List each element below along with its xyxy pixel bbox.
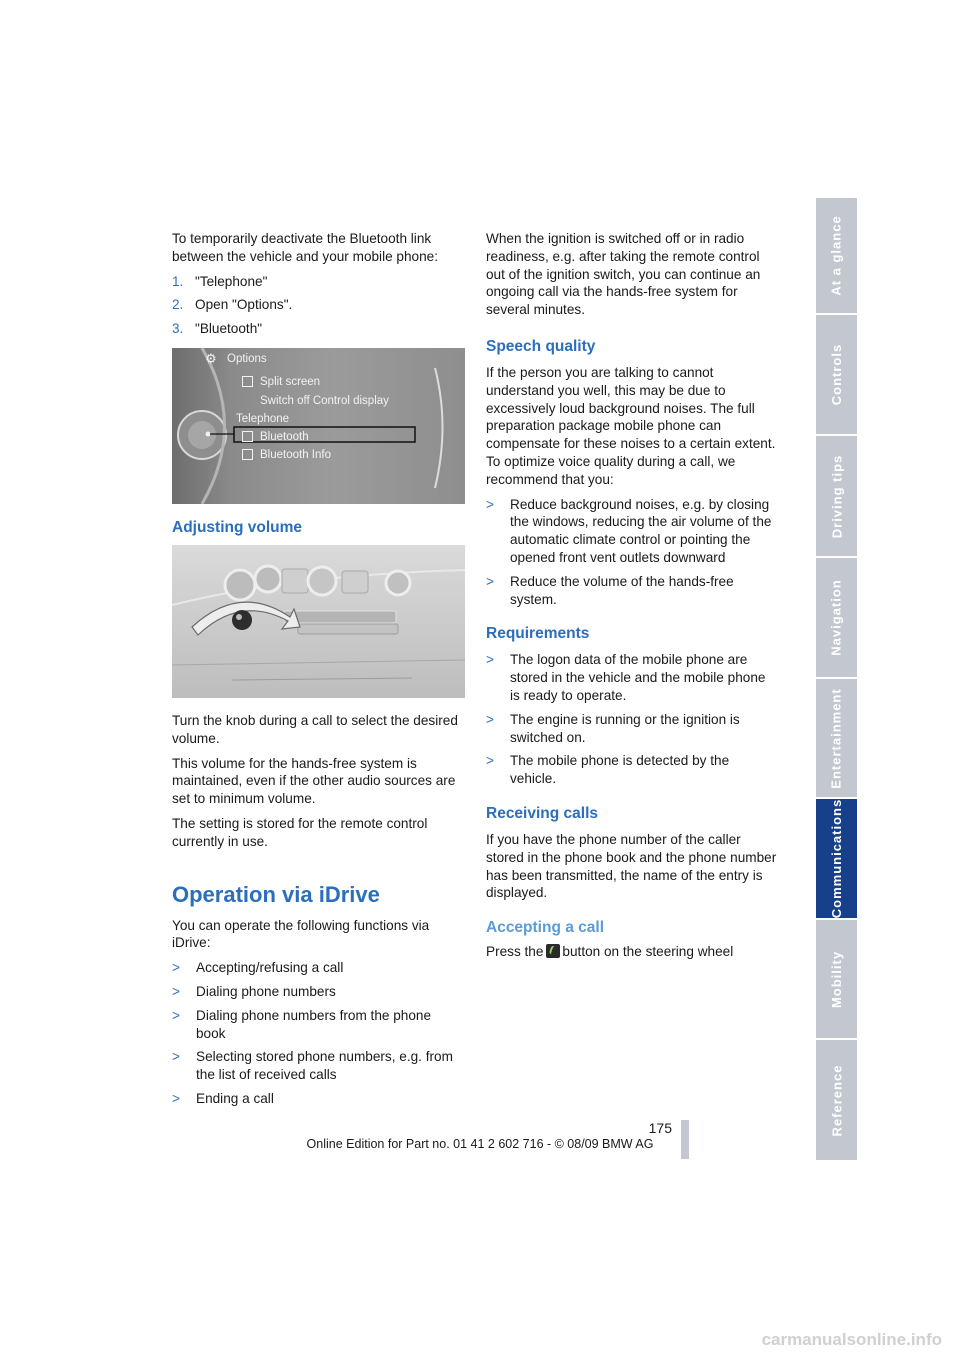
step-text: "Bluetooth" (195, 321, 263, 337)
step-item (172, 296, 464, 314)
receiving-calls-text: If you have the phone number of the caller stored in the phone book and the phone number has been transmitted, the name of the entry is displayed. (486, 831, 777, 901)
tab-at-a-glance[interactable] (816, 198, 857, 315)
list-item (486, 711, 778, 747)
list-item-text: The mobile phone is detected by the vehicle. (510, 753, 730, 787)
tab-navigation[interactable] (816, 558, 857, 679)
phone-icon (546, 944, 560, 958)
tab-entertainment[interactable] (816, 679, 857, 799)
bullet-marker: > (486, 652, 494, 668)
idrive-intro: You can operate the following functions via iDrive: (172, 917, 430, 951)
adjusting-p2: This volume for the hands-free system is maintained, even if the other audio sources are set to minimum volume. (172, 755, 456, 807)
list-item-text: The logon data of the mobile phone are stored in the vehicle and the mobile phone is ready to operate. (510, 652, 766, 703)
list-item-text: The engine is running or the ignition is switched on. (510, 711, 740, 745)
left-column (172, 230, 464, 1115)
requirements-heading: Requirements (486, 625, 590, 643)
bullet-marker: > (486, 496, 494, 512)
bullet-marker: > (172, 983, 180, 999)
tab-label: Mobility (829, 950, 845, 1008)
step-number: 1. (172, 273, 184, 289)
list-item-text: Ending a call (196, 1090, 274, 1106)
menu-item: Split screen (260, 375, 321, 388)
adjusting-p1: Turn the knob during a call to select the desired volume. (172, 712, 458, 746)
chapter-sidebar (816, 198, 857, 1160)
list-item (172, 959, 464, 977)
tab-label: At a glance (829, 215, 845, 296)
list-item (486, 651, 778, 704)
controller-graphic (172, 348, 465, 504)
list-item (486, 752, 778, 788)
tab-label: Driving tips (829, 454, 845, 538)
list-item (172, 1048, 464, 1084)
accepting-call-pre: Press the (486, 944, 544, 960)
watermark: carmanualsonline.info (761, 1330, 942, 1349)
tab-communications[interactable] (816, 799, 857, 920)
list-item-text: Reduce background noises, e.g. by closing the windows, reducing the air volume of the automatic climate control or pointing the opened front vent outlets downward (510, 496, 772, 565)
bullet-marker: > (486, 573, 494, 589)
adjusting-volume-heading: Adjusting volume (172, 518, 303, 536)
speech-quality-text: If the person you are talking to cannot understand you well, this may be due to excessively loud background noises. The full preparation package mobile phone can compensate for these noises to a certain extent. To optimize voice quality during a call, we recommend that you: (486, 364, 776, 487)
checkbox-checked-icon (242, 376, 253, 387)
tab-mobility[interactable] (816, 920, 857, 1040)
menu-title: Options (227, 352, 267, 365)
step-number: 2. (172, 297, 184, 313)
tab-label: Controls (829, 343, 845, 406)
step-text: Open "Options". (195, 297, 293, 313)
tab-controls[interactable] (816, 315, 857, 436)
control-display-screenshot (172, 348, 465, 504)
list-item (172, 1090, 464, 1108)
list-item (486, 573, 778, 609)
list-item (172, 983, 464, 1001)
idrive-heading: Operation via iDrive (172, 881, 380, 907)
accepting-call-heading: Accepting a call (486, 919, 605, 937)
checkbox-checked-icon (242, 431, 253, 442)
bullet-marker: > (486, 753, 494, 769)
step-item (172, 273, 464, 291)
list-item-text: Accepting/refusing a call (196, 960, 344, 976)
tab-label: Reference (829, 1064, 844, 1136)
list-item (172, 1007, 464, 1043)
accepting-call-post: button on the steering wheel (562, 944, 734, 960)
adjusting-p3: The setting is stored for the remote control currently in use. (172, 815, 428, 849)
menu-item: Switch off Control display (260, 394, 389, 407)
bluetooth-steps (172, 273, 464, 338)
ongoing-call-intro: When the ignition is switched off or in radio readiness, e.g. after taking the remote control out of the ignition switch, you can continue an ongoing call via the hands-free system for several minutes. (486, 231, 761, 318)
footer-edition: Online Edition for Part no. 01 41 2 602 716 - © 08/09 BMW AG (306, 1137, 654, 1151)
step-text: "Telephone" (195, 273, 268, 289)
tab-label: Navigation (829, 579, 844, 656)
menu-item: Telephone (236, 412, 290, 425)
checkbox-icon (242, 449, 253, 460)
accepting-call-text (486, 943, 778, 961)
receiving-calls-heading: Receiving calls (486, 804, 599, 822)
step-number: 3. (172, 321, 184, 337)
step-item (172, 320, 464, 338)
bluetooth-intro: To temporarily deactivate the Bluetooth link between the vehicle and your mobile phone: (172, 231, 439, 264)
list-item-text: Dialing phone numbers (196, 983, 336, 999)
menu-item-selected: Bluetooth (260, 430, 309, 443)
bullet-marker: > (172, 960, 180, 976)
speech-quality-list (486, 496, 778, 609)
volume-knob-image (172, 545, 465, 698)
options-icon: ⚙ (205, 350, 217, 366)
requirements-list (486, 651, 778, 788)
bullet-marker: > (172, 1007, 180, 1023)
bullet-marker: > (172, 1090, 180, 1106)
tab-driving-tips[interactable] (816, 436, 857, 558)
page-number: 175 (648, 1120, 672, 1136)
tab-label: Entertainment (829, 687, 844, 789)
list-item-text: Reduce the volume of the hands-free system. (510, 573, 734, 607)
bullet-marker: > (172, 1049, 180, 1065)
list-item-text: Selecting stored phone numbers, e.g. from the list of received calls (196, 1049, 453, 1083)
bullet-marker: > (486, 711, 494, 727)
tab-label: Communications (829, 798, 844, 919)
speech-quality-heading: Speech quality (486, 337, 596, 355)
menu-item: Bluetooth Info (260, 448, 331, 461)
idrive-list (172, 959, 464, 1108)
list-item-text: Dialing phone numbers from the phone book (196, 1007, 432, 1041)
list-item (486, 496, 778, 567)
right-column (486, 230, 778, 968)
dashboard-graphic (172, 545, 465, 698)
